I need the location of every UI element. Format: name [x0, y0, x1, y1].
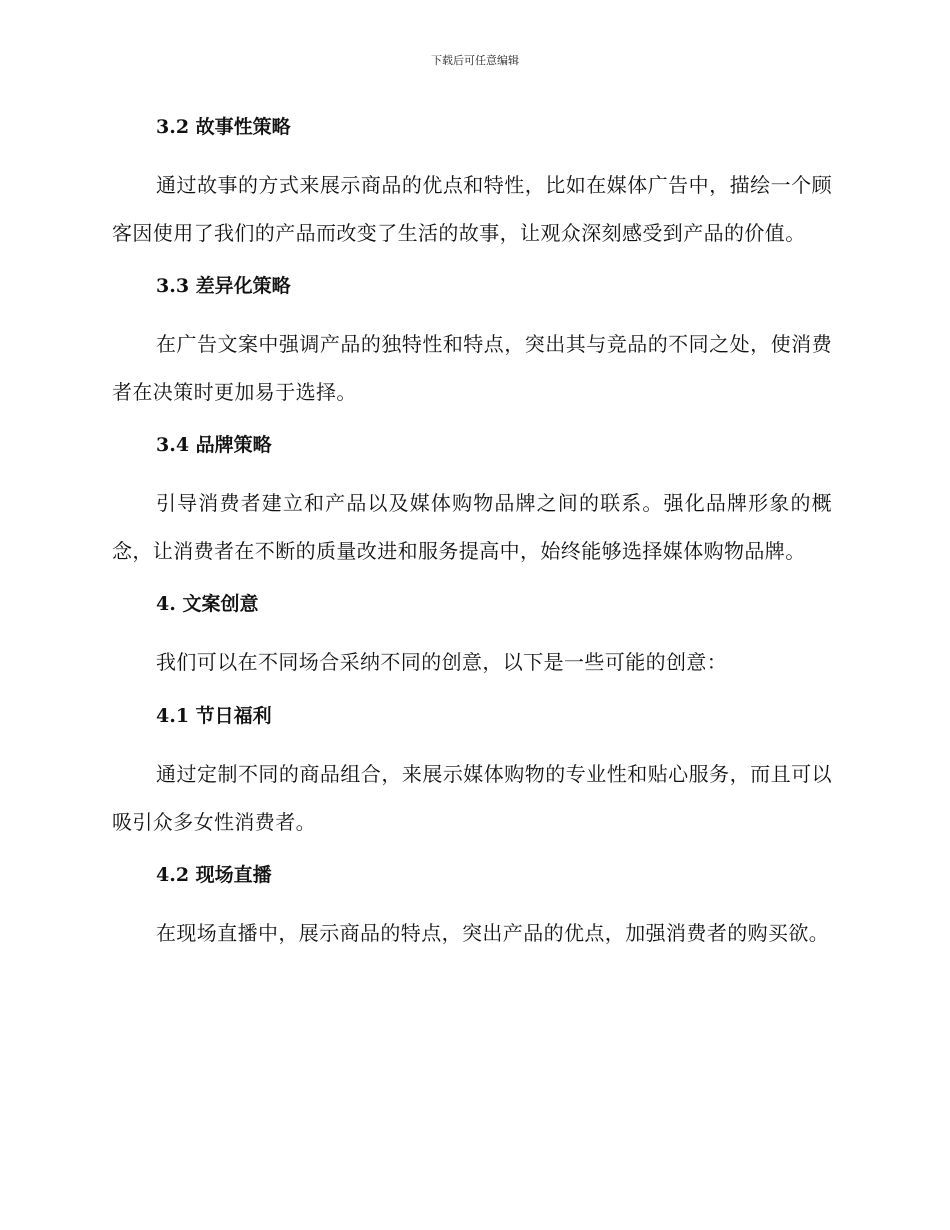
- section-heading-3-2: 3.2 故事性策略: [156, 116, 291, 138]
- section-heading-4-1: 4.1 节日福利: [156, 705, 272, 727]
- section-heading-3-4: 3.4 品牌策略: [156, 434, 272, 456]
- paragraph-copy-creative: 我们可以在不同场合采纳不同的创意，以下是一些可能的创意：: [156, 650, 728, 674]
- paragraph-story-strategy: 通过故事的方式来展示商品的优点和特性，比如在媒体广告中，描绘一个顾客因使用了我们的产品而改变了生活的故事，让观众深刻感受到产品的价值。: [112, 173, 832, 245]
- paragraph-holiday-benefits: 通过定制不同的商品组合，来展示媒体购物的专业性和贴心服务，而且可以吸引众多女性消费者。: [112, 762, 832, 834]
- document-body: [112, 108, 832, 967]
- section-heading-4-2: 4.2 现场直播: [156, 864, 272, 886]
- page-header: 下载后可任意编辑: [431, 54, 519, 67]
- section-heading-4: 4. 文案创意: [156, 593, 259, 615]
- section-heading-3-3: 3.3 差异化策略: [156, 275, 291, 297]
- paragraph-differentiation-strategy: 在广告文案中强调产品的独特性和特点，突出其与竞品的不同之处，使消费者在决策时更加易于选择。: [112, 332, 832, 404]
- paragraph-brand-strategy: 引导消费者建立和产品以及媒体购物品牌之间的联系。强化品牌形象的概念，让消费者在不断的质量改进和服务提高中，始终能够选择媒体购物品牌。: [112, 491, 832, 563]
- paragraph-live-broadcast: 在现场直播中，展示商品的特点，突出产品的优点，加强消费者的购买欲。: [156, 921, 830, 945]
